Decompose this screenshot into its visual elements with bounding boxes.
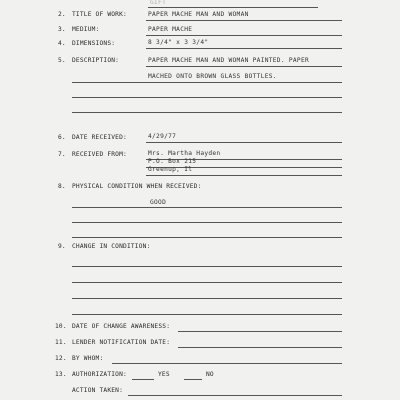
field-9-number: 9. <box>58 243 66 250</box>
received-from-line1: Mrs. Martha Hayden <box>148 150 221 157</box>
field-8-number: 8. <box>58 183 66 190</box>
top-rule <box>148 7 318 8</box>
action-taken-label: ACTION TAKEN: <box>72 387 124 394</box>
field-3-label: MEDIUM: <box>72 26 100 33</box>
dimensions-value: 8 3/4" x 3 3/4" <box>148 39 209 46</box>
field-6-label: DATE RECEIVED: <box>72 134 127 141</box>
title-of-work-value: PAPER MACHE MAN AND WOMAN <box>148 11 249 18</box>
physical-condition-value: GOOD <box>150 199 167 206</box>
rule-9b <box>72 282 342 283</box>
field-2-label: TITLE OF WORK: <box>72 11 127 18</box>
rule-4 <box>146 48 342 49</box>
rule-3 <box>146 35 342 36</box>
rule-9d <box>72 314 342 315</box>
field-8-label: PHYSICAL CONDITION WHEN RECEIVED: <box>72 183 202 190</box>
rule-9c <box>72 298 342 299</box>
field-10-label: DATE OF CHANGE AWARENESS: <box>72 323 171 330</box>
field-12-number: 12. <box>55 355 67 362</box>
medium-value: PAPER MACHE <box>148 26 193 33</box>
authorization-no-label: NO <box>206 371 214 378</box>
yes-blank <box>132 379 154 380</box>
field-3-number: 3. <box>58 26 66 33</box>
field-10-number: 10. <box>55 323 67 330</box>
field-4-label: DIMENSIONS: <box>72 40 116 47</box>
rule-5d <box>72 112 342 113</box>
field-11-number: 11. <box>55 339 67 346</box>
description-value-line1: PAPER MACHE MAN AND WOMAN PAINTED. PAPER <box>148 57 310 64</box>
rule-12 <box>112 363 342 364</box>
field-6-number: 6. <box>58 134 66 141</box>
no-blank <box>184 379 202 380</box>
field-7-label: RECEIVED FROM: <box>72 151 127 158</box>
field-9-label: CHANGE IN CONDITION: <box>72 243 151 250</box>
field-12-label: BY WHOM: <box>72 355 104 362</box>
rule-8c <box>72 237 342 238</box>
rule-6 <box>146 142 342 143</box>
rule-8b <box>72 222 342 223</box>
rule-9a <box>72 266 342 267</box>
field-5-number: 5. <box>58 57 66 64</box>
top-cut-text: GIFT <box>150 0 167 6</box>
received-from-line2: P.O. Box 215 <box>148 158 197 165</box>
rule-10 <box>178 331 342 332</box>
field-13-label: AUTHORIZATION: <box>72 371 127 378</box>
rule-8a <box>72 207 342 208</box>
rule-7c <box>146 175 342 176</box>
rule-2 <box>146 20 342 21</box>
field-2-number: 2. <box>58 11 66 18</box>
field-13-number: 13. <box>55 371 67 378</box>
field-5-label: DESCRIPTION: <box>72 57 120 64</box>
field-11-label: LENDER NOTIFICATION DATE: <box>72 339 171 346</box>
date-received-value: 4/29/77 <box>148 133 177 140</box>
field-7-number: 7. <box>58 151 66 158</box>
rule-11 <box>178 347 342 348</box>
authorization-yes-label: YES <box>158 371 170 378</box>
rule-5c <box>72 97 342 98</box>
rule-5a <box>146 66 342 67</box>
field-4-number: 4. <box>58 40 66 47</box>
rule-action <box>128 395 342 396</box>
description-value-line2: MACHED ONTO BROWN GLASS BOTTLES. <box>148 73 277 80</box>
rule-5b <box>72 82 342 83</box>
received-from-line3: Greenup, Il <box>148 166 193 173</box>
